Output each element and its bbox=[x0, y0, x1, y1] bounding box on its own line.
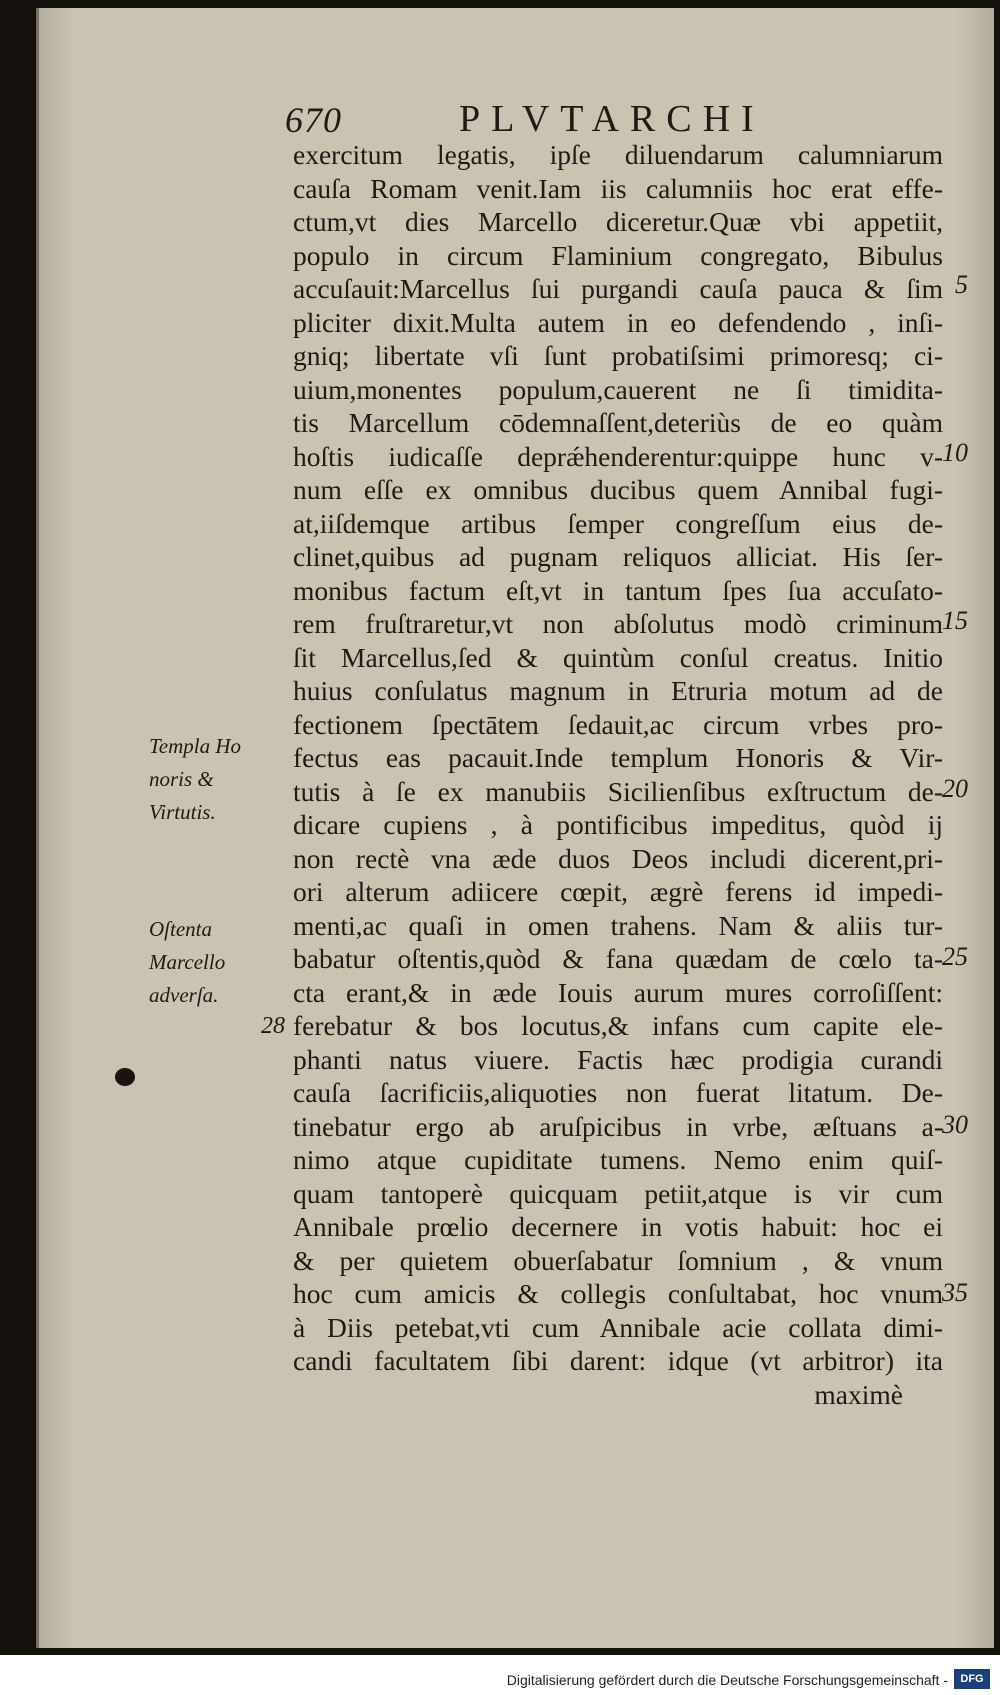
text-line: ori alterum adiicere cœpit, ægrè ferens id impedi- bbox=[293, 876, 943, 907]
text-line: accuſauit:Marcellus ſui purgandi cauſa pauca & ſim bbox=[293, 273, 943, 304]
text-line: menti,ac quaſi in omen trahens. Nam & aliis tur- bbox=[293, 909, 943, 941]
text-line: dicare cupiens , à pontificibus impeditus, quòd ij bbox=[293, 809, 943, 840]
page-header bbox=[39, 93, 994, 143]
text-line: cauſa Romam venit.Iam iis calumniis hoc erat effe- bbox=[293, 172, 943, 204]
margin-note-line: Marcello bbox=[149, 950, 226, 974]
text-line: tutis à ſe ex manubiis Sicilienſibus exſtructum de- bbox=[293, 775, 943, 807]
body-text bbox=[293, 138, 943, 1411]
text-line: tis Marcellum cōdemnaſſent,deteriùs de eo quàm bbox=[293, 407, 943, 438]
running-title: PLVTARCHI bbox=[459, 98, 765, 140]
text-line: tinebatur ergo ab aruſpicibus in vrbe, æſtuans a- bbox=[293, 1110, 943, 1142]
text-line: nimo atque cupiditate tumens. Nemo enim quiſ- bbox=[293, 1144, 943, 1175]
text-line: babatur oſtentis,quòd & fana quædam de cœlo ta- bbox=[293, 943, 943, 974]
text-line: huius conſulatus magnum in Etruria motum ad de bbox=[293, 675, 943, 706]
line-number: 10 bbox=[942, 438, 968, 467]
text-line: ſit Marcellus,ſed & quintùm conſul creatus. Initio bbox=[293, 641, 943, 673]
dfg-logo: DFG bbox=[954, 1669, 990, 1689]
margin-note-line: Virtutis. bbox=[149, 800, 216, 824]
text-line: phanti natus viuere. Factis hæc prodigia curandi bbox=[293, 1043, 943, 1075]
margin-note-line: Templa Ho bbox=[149, 734, 241, 758]
text-line: rem fruſtraretur,vt non abſolutus modò criminum bbox=[293, 608, 943, 639]
text-line: uium,monentes populum,cauerent ne ſi timidita- bbox=[293, 373, 943, 405]
text-line: fectus eas pacauit.Inde templum Honoris & Vir- bbox=[293, 742, 943, 773]
signature-mark: 28 bbox=[261, 1013, 285, 1039]
page-number: 670 bbox=[285, 100, 342, 140]
line-number: 20 bbox=[942, 774, 968, 803]
line-number: 30 bbox=[942, 1110, 968, 1139]
catchword: maximè bbox=[814, 1378, 903, 1410]
margin-note-line: noris & bbox=[149, 767, 214, 791]
text-line: monibus factum eſt,vt in tantum ſpes ſua accuſato- bbox=[293, 574, 943, 606]
margin-note-line: adverſa. bbox=[149, 983, 219, 1007]
text-line: exercitum legatis, ipſe diluendarum calumniarum bbox=[293, 139, 943, 170]
text-line: hoc cum amicis & collegis conſultabat, hoc vnum bbox=[293, 1278, 943, 1309]
ink-stain bbox=[115, 1068, 135, 1086]
footer bbox=[0, 1655, 1000, 1695]
text-line: populo in circum Flaminium congregato, Bibulus bbox=[293, 239, 943, 271]
text-line: candi facultatem ſibi darent: idque (vt arbitror) ita bbox=[293, 1345, 943, 1376]
margin-note-line: Oſtenta bbox=[149, 917, 212, 941]
text-line: & per quietem obuerſabatur ſomnium , & vnum bbox=[293, 1244, 943, 1276]
text-line: quam tantoperè quicquam petiit,atque is vir cum bbox=[293, 1177, 943, 1209]
text-line: gniq; libertate vſi ſunt probatiſsimi primoresq; ci- bbox=[293, 340, 943, 371]
text-line: cta erant,& in æde Iouis aurum mures corroſiſſent: bbox=[293, 976, 943, 1008]
text-line: hoſtis iudicaſſe deprǽhenderentur:quippe hunc v- bbox=[293, 440, 943, 472]
text-line: cauſa ſacrificiis,aliquoties non fuerat litatum. De- bbox=[293, 1077, 943, 1108]
line-number: 15 bbox=[942, 606, 968, 635]
text-line: num eſſe ex omnibus ducibus quem Annibal fugi- bbox=[293, 474, 943, 505]
line-number: 35 bbox=[942, 1278, 968, 1307]
text-line: fectionem ſpectātem ſedauit,ac circum vrbes pro- bbox=[293, 708, 943, 740]
text-line: at,iiſdemque artibus ſemper congreſſum eius de- bbox=[293, 507, 943, 539]
text-line: pliciter dixit.Multa autem in eo defendendo , inſi- bbox=[293, 306, 943, 338]
line-number: 5 bbox=[955, 270, 968, 299]
margin-note bbox=[149, 913, 284, 1012]
text-line: Annibale prœlio decernere in votis habuit: hoc ei bbox=[293, 1211, 943, 1242]
line-number: 25 bbox=[942, 942, 968, 971]
funding-credit: Digitalisierung gefördert durch die Deutsche Forschungsgemeinschaft - bbox=[506, 1672, 948, 1688]
margin-note bbox=[149, 730, 284, 829]
book-page bbox=[36, 8, 994, 1648]
text-line: clinet,quibus ad pugnam reliquos alliciat. His ſer- bbox=[293, 541, 943, 572]
text-line: ferebatur & bos locutus,& infans cum capite ele- bbox=[293, 1010, 943, 1041]
text-line: à Diis petebat,vti cum Annibale acie collata dimi- bbox=[293, 1311, 943, 1343]
text-line: ctum,vt dies Marcello diceretur.Quæ vbi appetiit, bbox=[293, 206, 943, 237]
text-line: non rectè vna æde duos Deos includi dicerent,pri- bbox=[293, 842, 943, 874]
